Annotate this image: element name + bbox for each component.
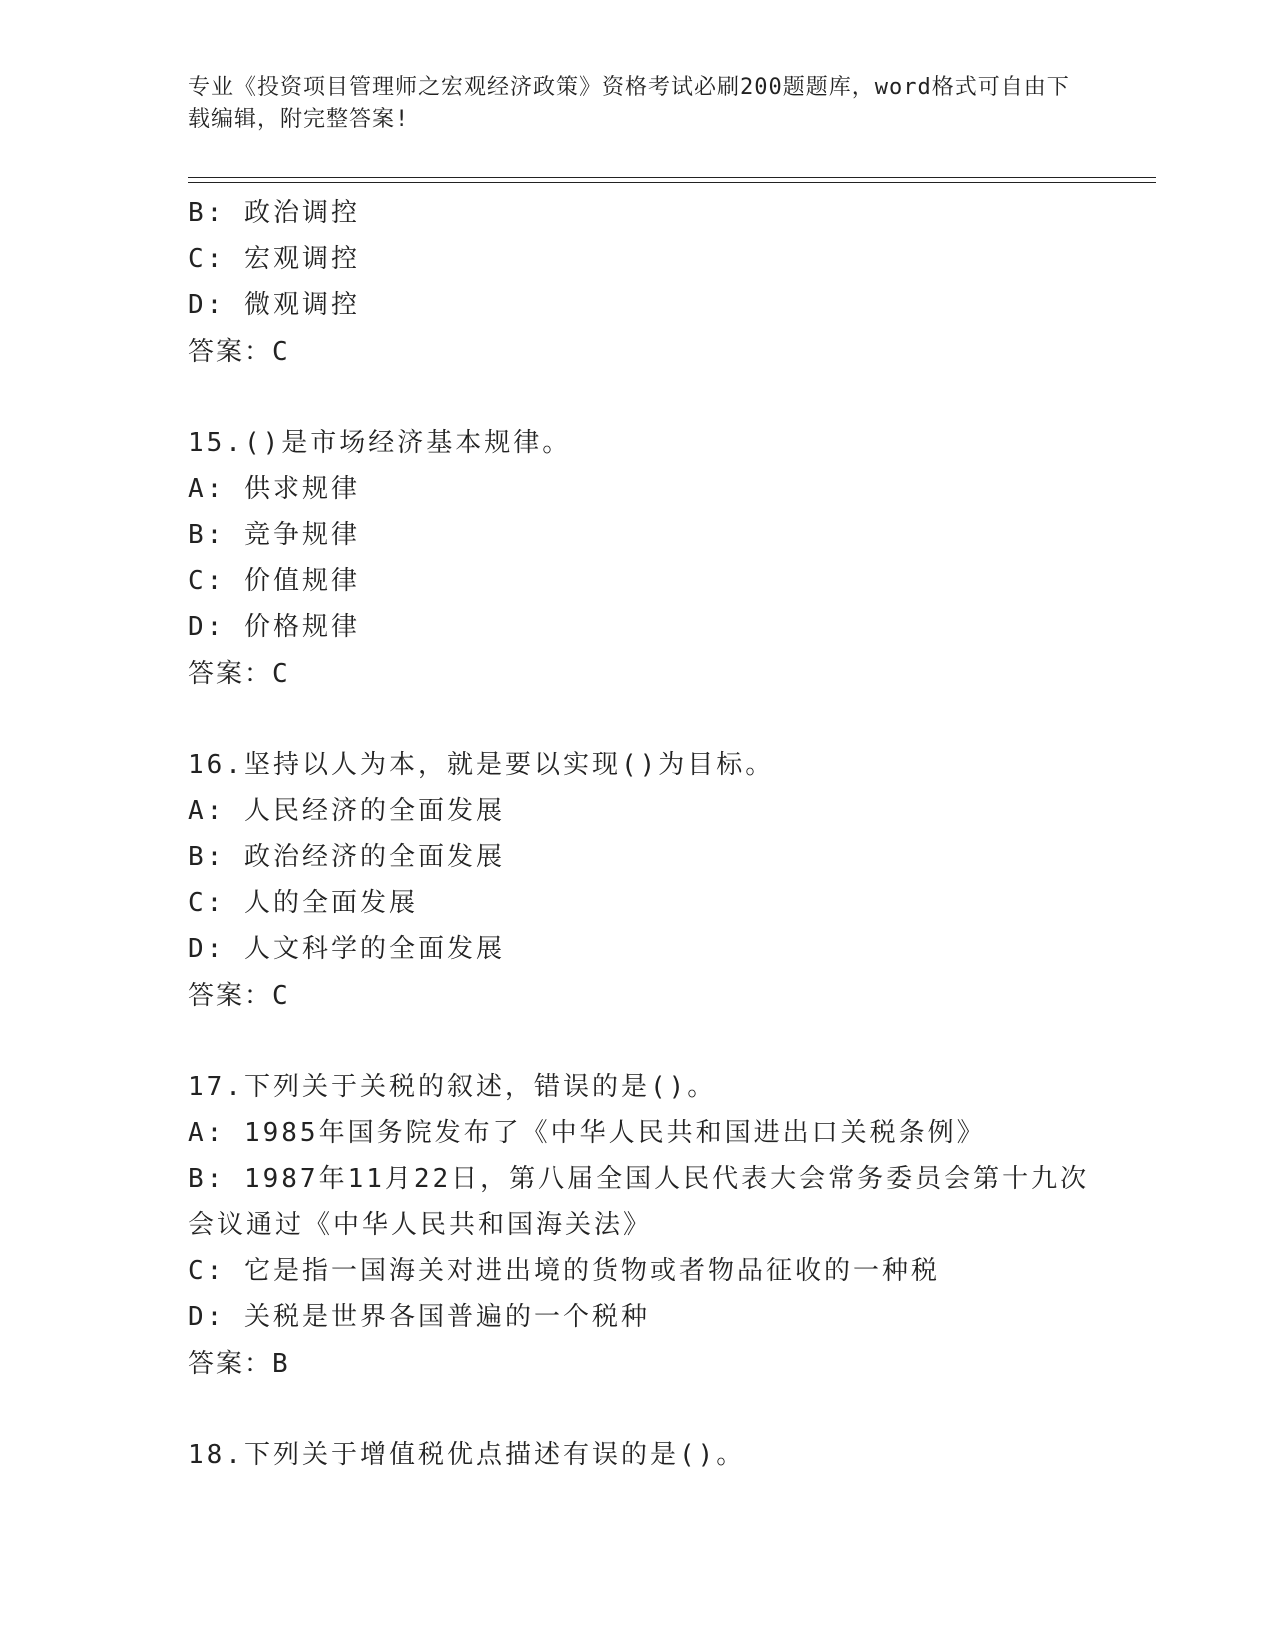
question-14-continued xyxy=(188,190,1108,376)
question-stem: 16.坚持以人为本，就是要以实现()为目标。 xyxy=(188,750,775,780)
question-17 xyxy=(188,1064,1108,1388)
option-a: A: 供求规律 xyxy=(188,474,360,504)
option-c: C: 它是指一国海关对进出境的货物或者物品征收的一种税 xyxy=(188,1256,940,1286)
answer-line: 答案：C xyxy=(188,981,290,1011)
option-c: C: 宏观调控 xyxy=(188,244,360,274)
document-body xyxy=(188,190,1108,1478)
question-stem: 18.下列关于增值税优点描述有误的是()。 xyxy=(188,1440,746,1470)
answer-line: 答案：C xyxy=(188,659,290,689)
option-d: D: 人文科学的全面发展 xyxy=(188,934,505,964)
question-16 xyxy=(188,742,1108,1020)
question-18 xyxy=(188,1432,1108,1478)
option-a: A: 1985年国务院发布了《中华人民共和国进出口关税条例》 xyxy=(188,1118,986,1148)
option-d: D: 关税是世界各国普遍的一个税种 xyxy=(188,1302,650,1332)
option-c: C: 人的全面发展 xyxy=(188,888,418,918)
answer-line: 答案：B xyxy=(188,1349,290,1379)
option-b: B: 政治经济的全面发展 xyxy=(188,842,505,872)
document-header xyxy=(188,72,1088,136)
option-d: D: 微观调控 xyxy=(188,290,360,320)
answer-line: 答案：C xyxy=(188,337,290,367)
option-b: B: 政治调控 xyxy=(188,198,360,228)
option-c: C: 价值规律 xyxy=(188,566,360,596)
option-d: D: 价格规律 xyxy=(188,612,360,642)
question-stem: 15.()是市场经济基本规律。 xyxy=(188,428,572,458)
header-rule-bottom xyxy=(188,182,1156,183)
header-title: 专业《投资项目管理师之宏观经济政策》资格考试必刷200题题库，word格式可自由下载编辑，附完整答案! xyxy=(188,75,1070,132)
option-a: A: 人民经济的全面发展 xyxy=(188,796,505,826)
question-stem: 17.下列关于关税的叙述，错误的是()。 xyxy=(188,1072,717,1102)
option-b: B: 1987年11月22日，第八届全国人民代表大会常务委员会第十九次会议通过《中华人民共和国海关法》 xyxy=(188,1164,1090,1240)
option-b: B: 竞争规律 xyxy=(188,520,360,550)
question-15 xyxy=(188,420,1108,698)
header-rule-top xyxy=(188,177,1156,178)
